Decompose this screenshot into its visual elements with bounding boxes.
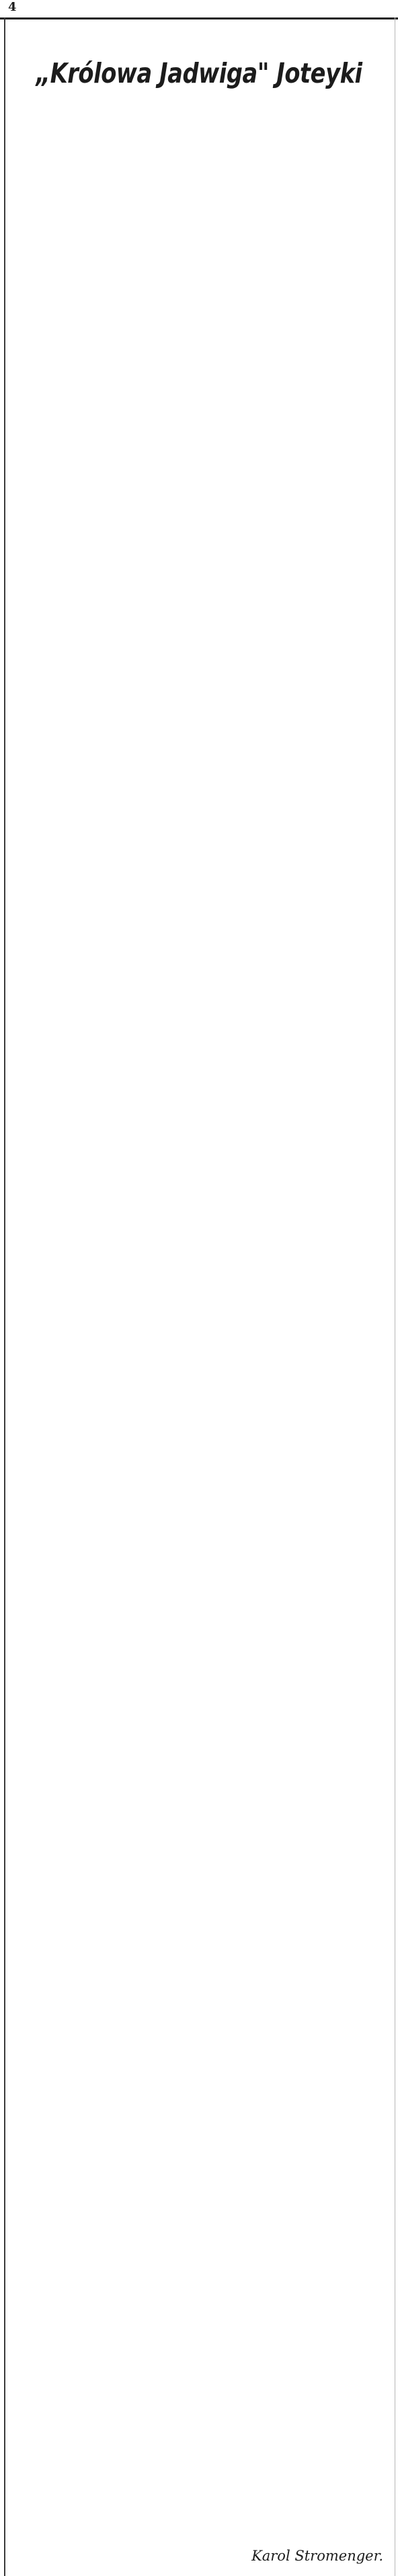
article-title: „Królowa Jadwiga" Joteyki: [36, 57, 362, 90]
article-body: [24, 101, 386, 2522]
article-author: Karol Stromenger.: [251, 2548, 383, 2564]
column-rule-left: [4, 17, 5, 2576]
top-rule: [0, 17, 398, 19]
page-number: 4: [8, 0, 17, 14]
